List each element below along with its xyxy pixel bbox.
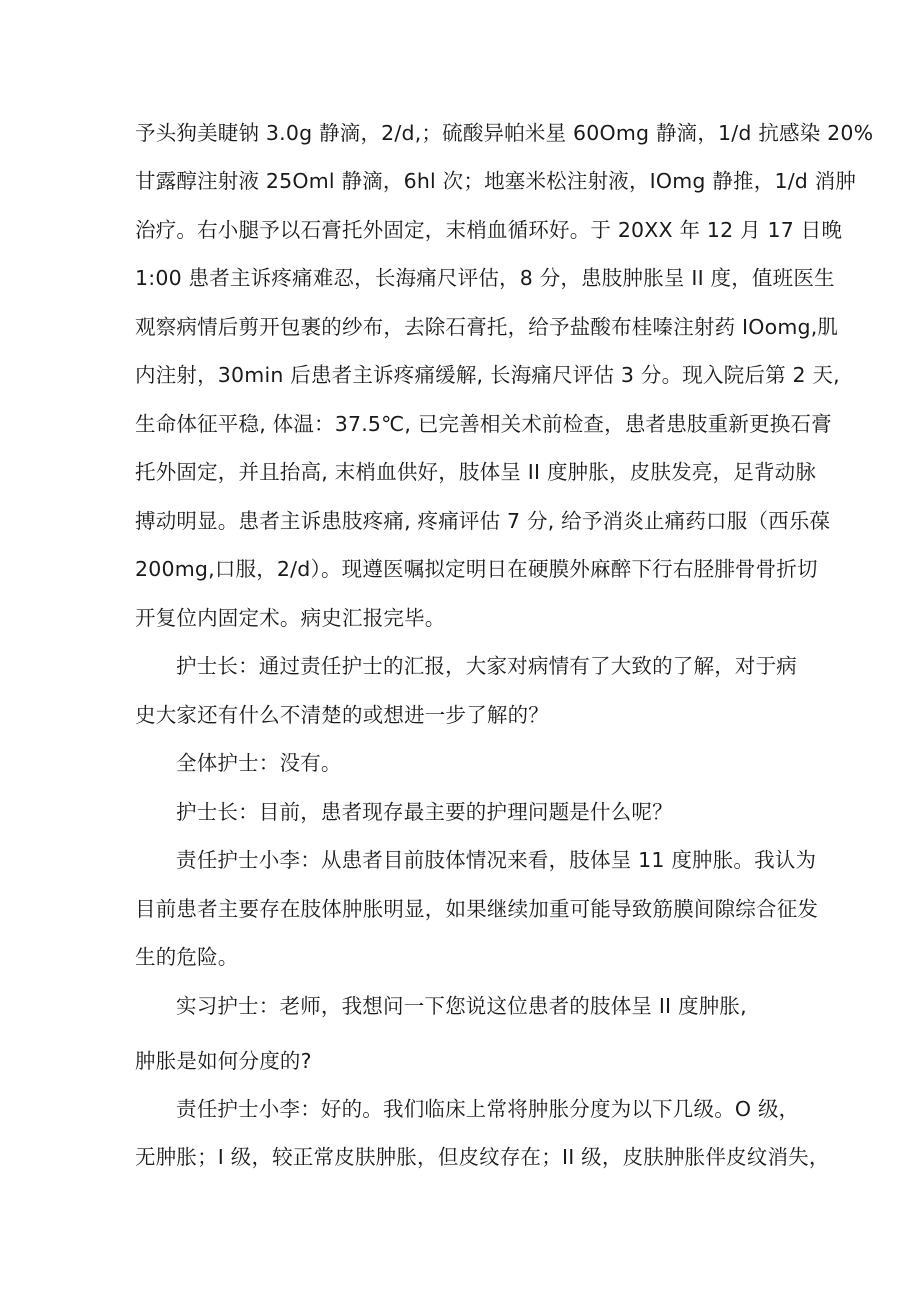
text-line-11: 开复位内固定术。病史汇报完毕。	[135, 606, 446, 630]
text-line-17: 目前患者主要存在肢体肿胀明显，如果继续加重可能导致筋膜间隙综合征发	[135, 897, 819, 921]
text-line-12: 护士长：通过责任护士的汇报，大家对病情有了大致的了解，对于病	[176, 654, 797, 678]
text-line-4: 1:00 患者主诉疼痛难忍，长海痛尺评估，8 分，患肢肿胀呈 II 度，值班医生	[135, 266, 835, 290]
text-line-5: 观察病情后剪开包裹的纱布，去除石膏托，给予盐酸布桂嗪注射药 IOomg,肌	[135, 315, 839, 339]
text-line-9: 搏动明显。患者主诉患肢疼痛, 疼痛评估 7 分, 给予消炎止痛药口服（西乐葆	[135, 509, 831, 533]
text-line-1: 予头狗美睫钠 3.0g 静滴，2/d,；硫酸异帕米星 60Omg 静滴，1/d 抗感染 20%	[135, 121, 874, 145]
text-line-3: 治疗。右小腿予以石膏托外固定，末梢血循环好。于 20XX 年 12 月 17 日晚	[135, 218, 843, 242]
text-line-2: 甘露醇注射液 25Oml 静滴，6hl 次；地塞米松注射液，IOmg 静推，1/d 消肿	[135, 169, 857, 193]
text-line-21: 责任护士小李：好的。我们临床上常将肿胀分度为以下几级。O 级，	[176, 1097, 800, 1121]
text-line-18: 生的危险。	[135, 945, 239, 969]
text-line-14: 全体护士：没有。	[176, 751, 342, 775]
text-line-7: 生命体征平稳, 体温：37.5℃, 已完善相关术前检查，患者患肢重新更换石膏	[135, 412, 832, 436]
text-line-22: 无肿胀；I 级，较正常皮肤肿胀，但皮纹存在；II 级，皮肤肿胀伴皮纹消失，	[135, 1145, 830, 1169]
text-line-19: 实习护士：老师，我想问一下您说这位患者的肢体呈 II 度肿胀,	[176, 994, 747, 1018]
text-line-16: 责任护士小李：从患者目前肢体情况来看，肢体呈 11 度肿胀。我认为	[176, 848, 817, 872]
text-line-10: 200mg,口服，2/d）。现遵医嘱拟定明日在硬膜外麻醉下行右胫腓骨骨折切	[135, 557, 818, 581]
text-line-8: 托外固定，并且抬高, 末梢血供好，肢体呈 II 度肿胀，皮肤发亮，足背动脉	[135, 460, 817, 484]
text-line-6: 内注射，30min 后患者主诉疼痛缓解, 长海痛尺评估 3 分。现入院后第 2 天,	[135, 363, 840, 387]
text-line-20: 肿胀是如何分度的?	[135, 1049, 312, 1073]
text-line-15: 护士长：目前，患者现存最主要的护理问题是什么呢？	[176, 800, 673, 824]
text-line-13: 史大家还有什么不清楚的或想进一步了解的？	[135, 703, 549, 727]
